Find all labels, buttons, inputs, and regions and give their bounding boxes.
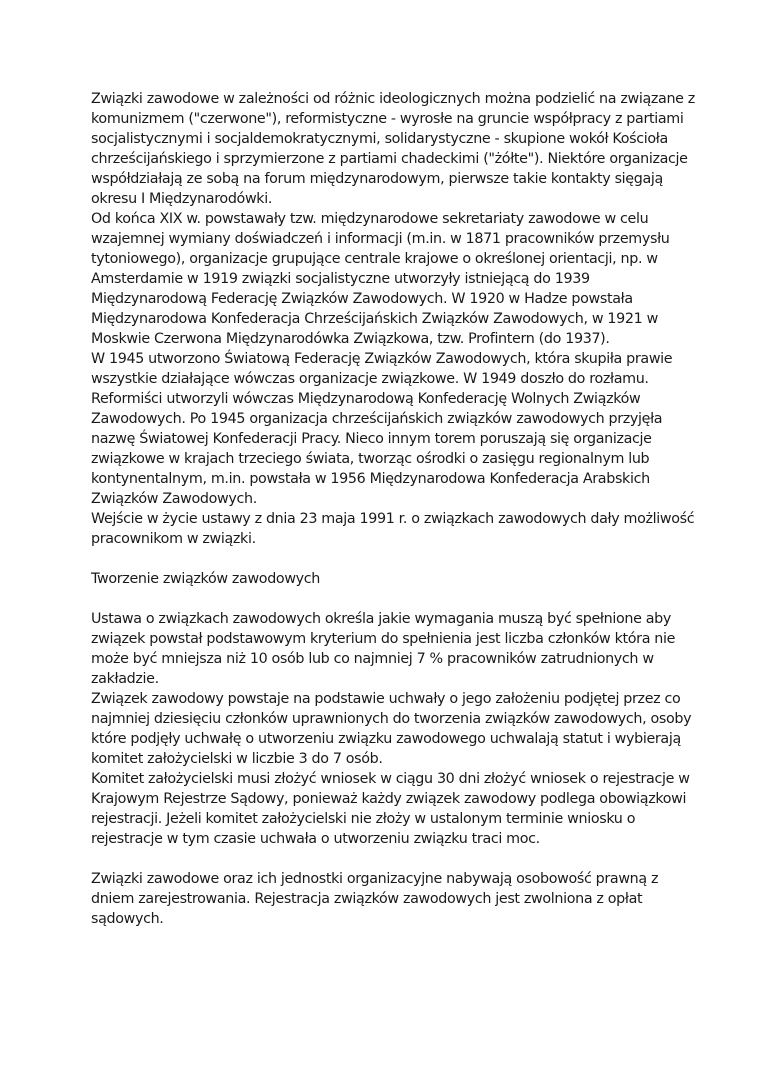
text-line: okresu I Międzynarodówki. bbox=[91, 191, 273, 207]
text-line: rejestracje w tym czasie uchwała o utworzeniu związku traci moc. bbox=[91, 831, 540, 847]
paragraph-ideological-division bbox=[91, 89, 695, 209]
text-line: Amsterdamie w 1919 związki socjalistyczne utworzyły istniejącą do 1939 bbox=[91, 271, 590, 287]
text-line: Reformiści utworzyli wówczas Międzynarodową Konfederację Wolnych Związków bbox=[91, 391, 641, 407]
text-line: wzajemnej wymiany doświadczeń i informacji (m.in. w 1871 pracowników przemysłu bbox=[91, 231, 670, 247]
paragraph-act-1991 bbox=[91, 509, 695, 549]
paragraph-founding-resolution bbox=[91, 689, 691, 769]
text-line: Związków Zawodowych. bbox=[91, 491, 257, 507]
text-line: tytoniowego), organizacje grupujące centrale krajowe o określonej orientacji, np. w bbox=[91, 251, 658, 267]
text-line: rejestracji. Jeżeli komitet założycielski nie złoży w ustalonym terminie wniosku o bbox=[91, 811, 636, 827]
section-heading: Tworzenie związków zawodowych bbox=[91, 571, 321, 587]
text-line: nazwę Światowej Konfederacji Pracy. Nieco innym torem poruszają się organizacje bbox=[91, 431, 652, 447]
blank-line bbox=[91, 589, 691, 609]
text-line: związkowe w krajach trzeciego świata, tworząc ośrodki o zasięgu regionalnym lub bbox=[91, 451, 650, 467]
text-line: może być mniejsza niż 10 osób lub co najmniej 7 % pracowników zatrudnionych w bbox=[91, 651, 654, 667]
paragraph-requirements bbox=[91, 609, 691, 689]
text-line: komitet założycielski w liczbie 3 do 7 osób. bbox=[91, 751, 383, 767]
text-line: Ustawa o związkach zawodowych określa jakie wymagania muszą być spełnione aby bbox=[91, 611, 671, 627]
text-line: które podjęły uchwałę o utworzeniu związku zawodowego uchwalają statut i wybierają bbox=[91, 731, 681, 747]
text-line: Związek zawodowy powstaje na podstawie uchwały o jego założeniu podjętej przez co bbox=[91, 691, 681, 707]
document-body bbox=[91, 89, 695, 929]
text-line: dniem zarejestrowania. Rejestracja związków zawodowych jest zwolniona z opłat bbox=[91, 891, 643, 907]
text-line: komunizmem ("czerwone"), reformistyczne - wyrosłe na gruncie współpracy z partiami bbox=[91, 111, 684, 127]
text-line: pracownikom w związki. bbox=[91, 531, 256, 547]
text-line: kontynentalnym, m.in. powstała w 1956 Międzynarodowa Konfederacja Arabskich bbox=[91, 471, 650, 487]
text-line: W 1945 utworzono Światową Federację Związków Zawodowych, która skupiła prawie bbox=[91, 351, 673, 367]
text-line: socjalistycznymi i socjaldemokratycznymi, solidarystyczne - skupione wokół Kościoła bbox=[91, 131, 668, 147]
text-line: Zawodowych. Po 1945 organizacja chrześcijańskich związków zawodowych przyjęła bbox=[91, 411, 663, 427]
text-line: Międzynarodowa Konfederacja Chrześcijańskich Związków Zawodowych, w 1921 w bbox=[91, 311, 658, 327]
text-line: sądowych. bbox=[91, 911, 164, 927]
text-line: Międzynarodową Federację Związków Zawodowych. W 1920 w Hadze powstała bbox=[91, 291, 633, 307]
paragraph-legal-personality bbox=[91, 869, 691, 929]
text-line: Moskwie Czerwona Międzynarodówka Związkowa, tzw. Profintern (do 1937). bbox=[91, 331, 610, 347]
text-line: Związki zawodowe w zależności od różnic ideologicznych można podzielić na związane z bbox=[91, 91, 695, 107]
paragraph-registration-committee bbox=[91, 769, 691, 849]
text-line: wszystkie działające wówczas organizacje związkowe. W 1949 doszło do rozłamu. bbox=[91, 371, 649, 387]
text-line: Krajowym Rejestrze Sądowy, ponieważ każdy związek zawodowy podlega obowiązkowi bbox=[91, 791, 687, 807]
text-line: Od końca XIX w. powstawały tzw. międzynarodowe sekretariaty zawodowe w celu bbox=[91, 211, 649, 227]
blank-line bbox=[91, 849, 691, 869]
text-line: Komitet założycielski musi złożyć wniosek w ciągu 30 dni złożyć wniosek o rejestracje w bbox=[91, 771, 690, 787]
text-line: zakładzie. bbox=[91, 671, 159, 687]
text-line: związek powstał podstawowym kryterium do spełnienia jest liczba członków która nie bbox=[91, 631, 676, 647]
text-line: Związki zawodowe oraz ich jednostki organizacyjne nabywają osobowość prawną z bbox=[91, 871, 659, 887]
paragraph-international-secretariats bbox=[91, 209, 691, 349]
text-line: współdziałają ze sobą na forum międzynarodowym, pierwsze takie kontakty sięgają bbox=[91, 171, 663, 187]
text-line: Wejście w życie ustawy z dnia 23 maja 1991 r. o związkach zawodowych dały możliwość bbox=[91, 511, 695, 527]
blank-line bbox=[91, 549, 691, 569]
text-line: najmniej dziesięciu członków uprawnionych do tworzenia związków zawodowych, osoby bbox=[91, 711, 692, 727]
paragraph-world-federation bbox=[91, 349, 691, 509]
text-line: chrześcijańskiego i sprzymierzone z partiami chadeckimi ("żółte"). Niektóre organizacje bbox=[91, 151, 688, 167]
